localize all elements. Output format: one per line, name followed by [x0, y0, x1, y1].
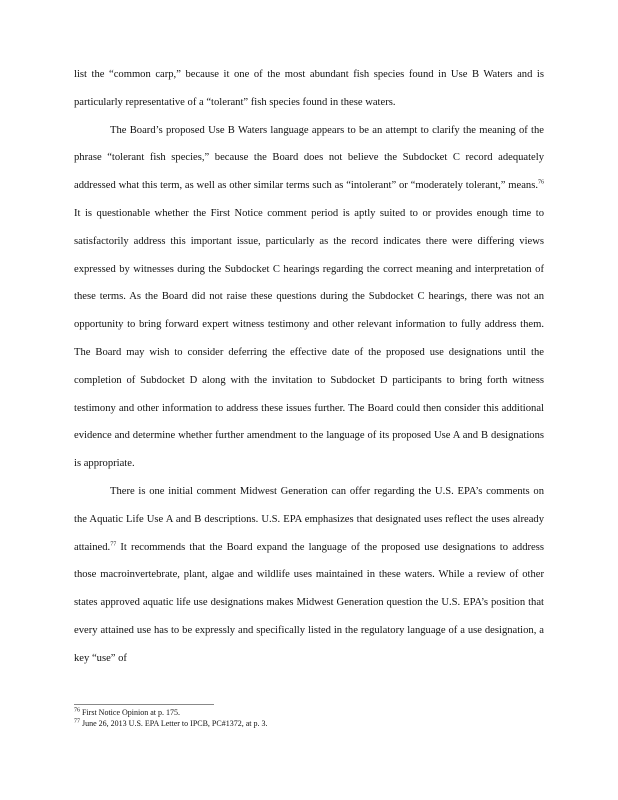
footnotes	[74, 707, 544, 729]
paragraph-2	[74, 117, 544, 478]
body-text	[74, 61, 544, 673]
paragraph-3-continued: It recommends that the Board expand the language of the proposed use designations to address those macroinvertebrate, plant, algae and wildlife uses maintained in these waters. While a review of other states approved aquatic life use designations makes Midwest Generation question the U.S. EPA’s position that every attained use has to be expressly and specifically listed in the regulatory language of a use designation, a key “use” of	[74, 541, 544, 664]
paragraph-1: list the “common carp,” because it one of the most abundant fish species found in Use B Waters and is particularly representative of a “tolerant” fish species found in these waters.	[74, 69, 544, 108]
paragraph-2-text: The Board’s proposed Use B Waters language appears to be an attempt to clarify the meaning of the phrase “tolerant fish species,” because the Board does not believe the Subdocket C record adequately addressed what this term, as well as other similar terms such as “intolerant” or “moderately tolerant,” means.	[74, 124, 544, 192]
footnote-76	[74, 707, 544, 718]
footnote-77	[74, 718, 544, 729]
footnote-76-text: First Notice Opinion at p. 175.	[82, 708, 180, 717]
footnote-76-number: 76	[74, 707, 80, 714]
paragraph-2-continued: It is questionable whether the First Notice comment period is aptly suited to or provides enough time to satisfactorily address this important issue, particularly as the record indicates there were differing views expressed by witnesses during the Subdocket C hearings regarding the correct meaning and interpretation of these terms. As the Board did not raise these questions during the Subdocket C hearings, there was not an opportunity to bring forward expert witness testimony and other relevant information to fully address them. The Board may wish to consider deferring the effective date of the proposed use designations until the completion of Subdocket D along with the invitation to Subdocket D participants to bring forth witness testimony and other information to address these issues further. The Board could then consider this additional evidence and determine whether further amendment to the language of its proposed Use A and B designations is appropriate.	[74, 207, 544, 470]
footnote-ref-77: 77	[110, 541, 117, 548]
footnote-77-text: June 26, 2013 U.S. EPA Letter to IPCB, PC#1372, at p. 3.	[82, 719, 268, 728]
paragraph-3	[74, 478, 544, 673]
footnote-divider	[74, 704, 214, 705]
footnote-77-number: 77	[74, 718, 80, 725]
paragraph-3-text: There is one initial comment Midwest Generation can offer regarding the U.S. EPA’s comments on the Aquatic Life Use A and B descriptions. U.S. EPA emphasizes that designated uses reflect the uses already attained.	[74, 485, 544, 553]
footnote-ref-76: 76	[538, 179, 544, 186]
